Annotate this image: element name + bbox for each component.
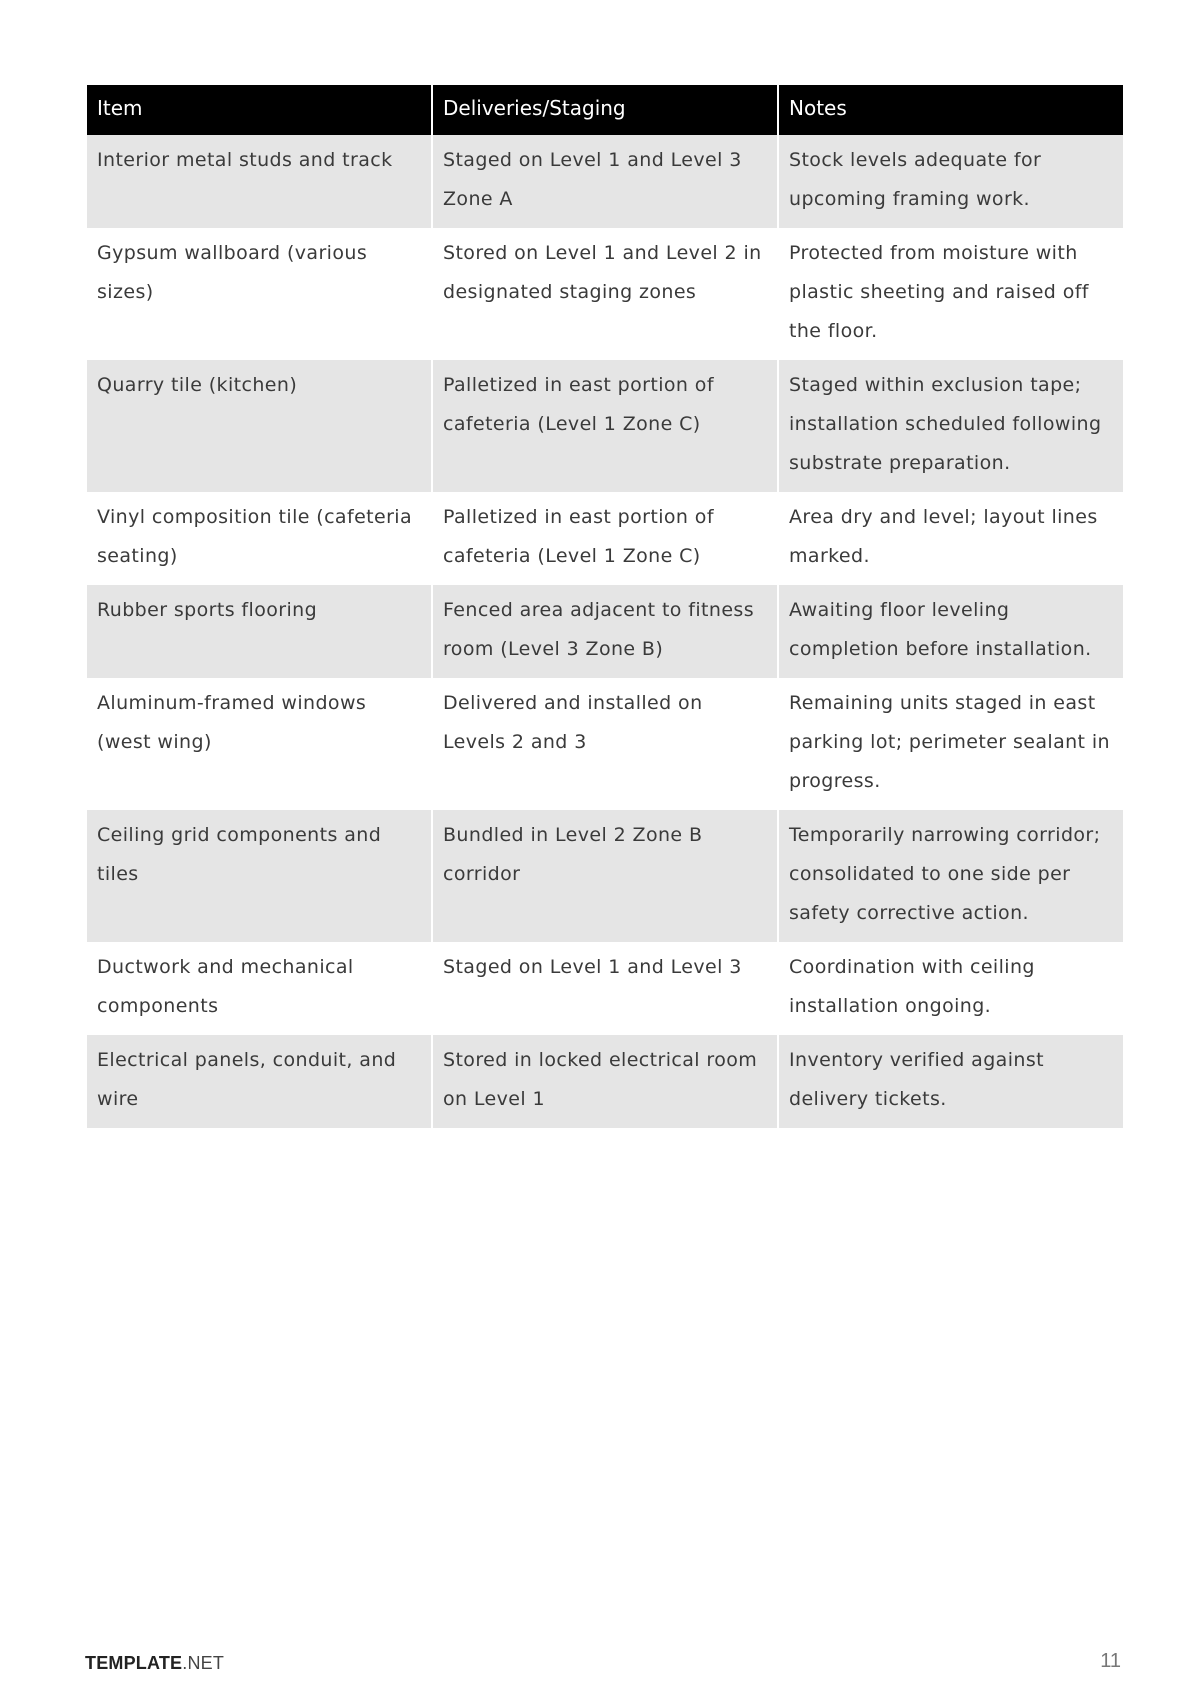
- cell-item: Vinyl composition tile (cafeteria seating): [87, 492, 431, 585]
- cell-deliveries-staging: Stored on Level 1 and Level 2 in designated staging zones: [433, 228, 777, 360]
- cell-deliveries-staging: Palletized in east portion of cafeteria (Level 1 Zone C): [433, 492, 777, 585]
- table-header-row: [87, 85, 1123, 135]
- table-row: [87, 678, 1123, 810]
- cell-notes: Protected from moisture with plastic sheeting and raised off the floor.: [779, 228, 1123, 360]
- brand-suffix: .NET: [182, 1653, 225, 1673]
- cell-item: Quarry tile (kitchen): [87, 360, 431, 492]
- cell-deliveries-staging: Bundled in Level 2 Zone B corridor: [433, 810, 777, 942]
- cell-notes: Remaining units staged in east parking lot; perimeter sealant in progress.: [779, 678, 1123, 810]
- brand-name: TEMPLATE: [85, 1653, 183, 1673]
- cell-deliveries-staging: Palletized in east portion of cafeteria (Level 1 Zone C): [433, 360, 777, 492]
- cell-notes: Temporarily narrowing corridor; consolidated to one side per safety corrective action.: [779, 810, 1123, 942]
- table-row: [87, 360, 1123, 492]
- column-header-notes: Notes: [779, 85, 1123, 135]
- table-row: [87, 228, 1123, 360]
- cell-deliveries-staging: Staged on Level 1 and Level 3: [433, 942, 777, 1035]
- cell-deliveries-staging: Delivered and installed on Levels 2 and 3: [433, 678, 777, 810]
- cell-item: Interior metal studs and track: [87, 135, 431, 228]
- materials-staging-table: [85, 85, 1125, 1128]
- table-row: [87, 135, 1123, 228]
- cell-notes: Awaiting floor leveling completion before installation.: [779, 585, 1123, 678]
- cell-deliveries-staging: Staged on Level 1 and Level 3 Zone A: [433, 135, 777, 228]
- cell-item: Ceiling grid components and tiles: [87, 810, 431, 942]
- table-row: [87, 585, 1123, 678]
- cell-notes: Inventory verified against delivery tickets.: [779, 1035, 1123, 1128]
- cell-deliveries-staging: Stored in locked electrical room on Level 1: [433, 1035, 777, 1128]
- cell-item: Aluminum-framed windows (west wing): [87, 678, 431, 810]
- cell-notes: Coordination with ceiling installation ongoing.: [779, 942, 1123, 1035]
- table-row: [87, 810, 1123, 942]
- cell-item: Gypsum wallboard (various sizes): [87, 228, 431, 360]
- footer-brand-logo: [85, 1653, 224, 1674]
- cell-item: Rubber sports flooring: [87, 585, 431, 678]
- cell-notes: Area dry and level; layout lines marked.: [779, 492, 1123, 585]
- page-number: 11: [1100, 1650, 1121, 1672]
- cell-item: Electrical panels, conduit, and wire: [87, 1035, 431, 1128]
- table-row: [87, 492, 1123, 585]
- cell-item: Ductwork and mechanical components: [87, 942, 431, 1035]
- cell-deliveries-staging: Fenced area adjacent to fitness room (Level 3 Zone B): [433, 585, 777, 678]
- cell-notes: Staged within exclusion tape; installation scheduled following substrate preparation.: [779, 360, 1123, 492]
- column-header-deliveries-staging: Deliveries/Staging: [433, 85, 777, 135]
- cell-notes: Stock levels adequate for upcoming framing work.: [779, 135, 1123, 228]
- table-row: [87, 942, 1123, 1035]
- column-header-item: Item: [87, 85, 431, 135]
- table-row: [87, 1035, 1123, 1128]
